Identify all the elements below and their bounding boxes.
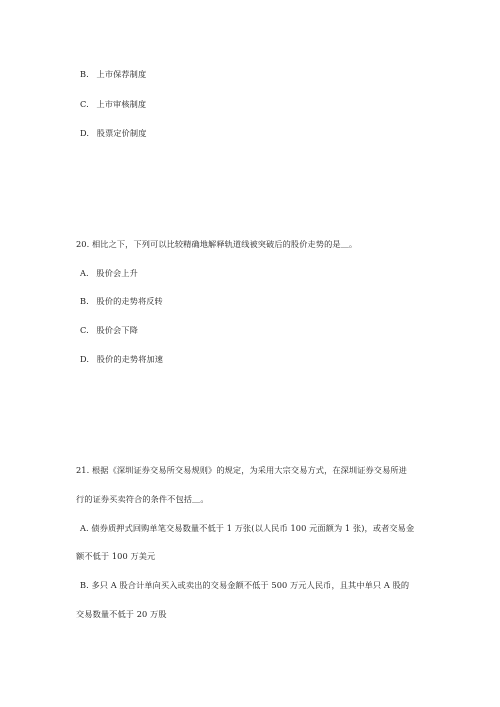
q21-option-b-line1: B. 多只 A 股合计单向买入或卖出的交易金额不低于 500 万元人民币，且其中单只 A 股的 — [80, 580, 410, 590]
option-text: 上市保荐制度 — [96, 69, 147, 79]
option-text: 股价会下降 — [96, 325, 138, 335]
q21-option-a-line2: 额不低于 100 万美元 — [76, 551, 156, 561]
q21-question-line1: 21. 根据《深圳证券交易所交易规则》的规定，为采用大宗交易方式，在深圳证券交易所进 — [76, 465, 407, 475]
option-text: 股票定价制度 — [96, 128, 147, 138]
q21-option-a-line1: A. 债券质押式回购单笔交易数量不低于 1 万张(以人民币 100 元面额为 1 张)，或者交易金 — [80, 523, 415, 533]
option-letter: C. — [80, 325, 89, 335]
option-letter: C. — [80, 99, 89, 109]
option-letter: A. — [80, 268, 89, 278]
q20-option-d — [80, 354, 163, 364]
option-letter: D. — [80, 354, 90, 364]
q20-option-c — [80, 325, 138, 335]
q19-option-c — [80, 99, 146, 109]
q20-option-b — [80, 296, 163, 306]
q19-option-d — [80, 128, 147, 138]
option-letter: B. — [80, 69, 89, 79]
option-letter: B. — [80, 296, 89, 306]
option-text: 股价会上升 — [96, 268, 138, 278]
q20-question: 20. 相比之下，下列可以比较精确地解释轨道线被突破后的股价走势的是＿。 — [76, 239, 358, 249]
q21-option-b-line2: 交易数量不低于 20 万股 — [76, 609, 167, 619]
option-text: 股价的走势将反转 — [96, 296, 163, 306]
option-letter: D. — [80, 128, 90, 138]
option-text: 股价的走势将加速 — [96, 354, 164, 364]
q21-question-line2: 行的证券买卖符合的条件不包括＿。 — [76, 494, 209, 504]
q19-option-b — [80, 69, 146, 79]
q20-option-a — [80, 268, 138, 278]
option-text: 上市审核制度 — [96, 99, 147, 109]
